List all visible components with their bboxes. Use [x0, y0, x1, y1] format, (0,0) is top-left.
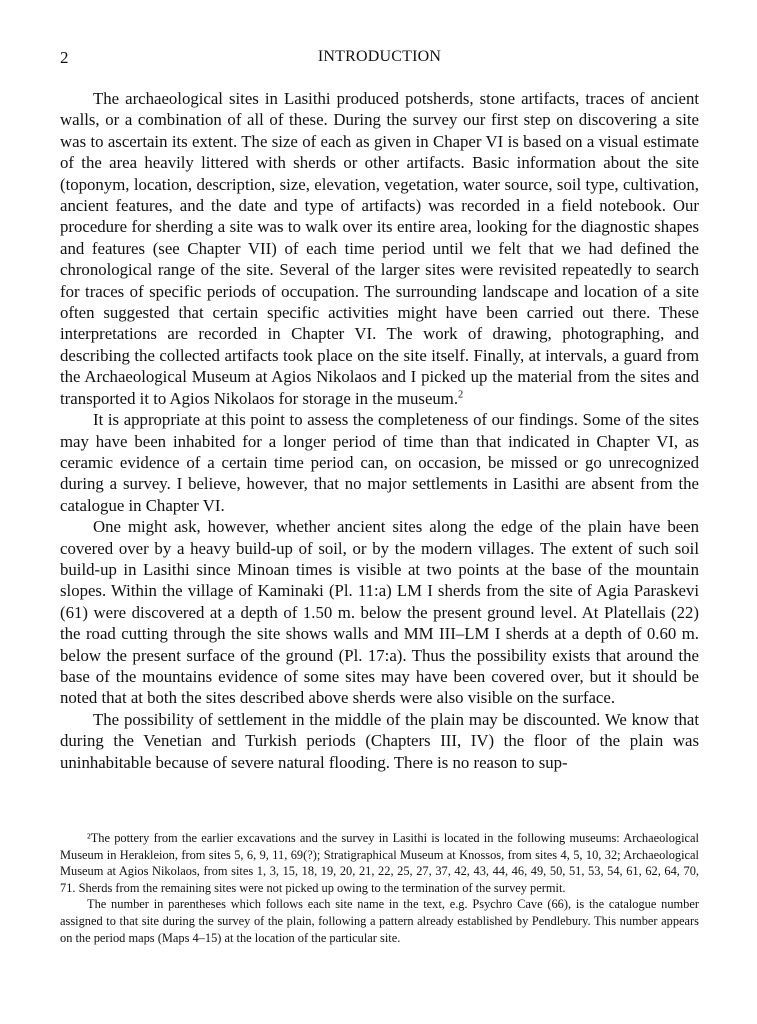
- body-text: [60, 88, 699, 773]
- paragraph-text: The archaeological sites in Lasithi produced potsherds, stone artifacts, traces of ancient walls, or a combination of all of these. During the survey our first step on discovering a site was to ascertain its extent. The size of each as given in Chaper VI is based on a visual estimate of the area heavily littered with sherds or other artifacts. Basic information about the site (toponym, location, description, size, elevation, vegetation, water source, soil type, cultivation, ancient features, and the date and type of artifacts) was recorded in a field notebook. Our procedure for sherding a site was to walk over its entire area, looking for the diagnostic shapes and features (see Chapter VII) of each time period until we felt that we had defined the chronological range of the site. Several of the larger sites were revisited repeatedly to search for traces of specific periods of occupation. The surrounding landscape and location of a site often suggested that certain specific activities might have been carried out there. These interpretations are recorded in Chapter VI. The work of drawing, photographing, and describing the collected artifacts took place on the site itself. Finally, at intervals, a guard from the Archaeological Museum at Agios Nikolaos and I picked up the material from the sites and transported it to Agios Nikolaos for storage in the museum.: [60, 89, 699, 408]
- footnote: The number in parentheses which follows each site name in the text, e.g. Psychro Cave (66), is the catalogue number assigned to that site during the survey of the plain, following a pattern already established by Pendlebury. This number appears on the period maps (Maps 4–15) at the location of the particular site.: [60, 897, 699, 945]
- page-number: 2: [60, 48, 69, 67]
- running-head: INTRODUCTION: [317, 48, 442, 65]
- paragraph: [60, 88, 699, 409]
- footnotes: [60, 830, 699, 946]
- footnote: ²The pottery from the earlier excavations and the survey in Lasithi is located in the following museums: Archaeological Museum in Herakleion, from sites 5, 6, 9, 11, 69(?); Stratigraphical Museum at Knossos, from sites 4, 5, 10, 32; Archaeological Museum at Agios Nikolaos, from sites 1, 3, 15, 18, 19, 20, 21, 22, 25, 27, 37, 42, 43, 44, 46, 49, 50, 51, 53, 54, 61, 62, 64, 70, 71. Sherds from the remaining sites were not picked up owing to the termination of the survey permit.: [60, 831, 699, 895]
- footnote-marker: 2: [458, 389, 464, 401]
- paragraph: One might ask, however, whether ancient sites along the edge of the plain have been covered over by a heavy build-up of soil, or by the modern villages. The extent of such soil build-up in Lasithi since Minoan times is visible at two points at the base of the mountain slopes. Within the village of Kaminaki (Pl. 11:a) LM I sherds from the site of Agia Paraskevi (61) were discovered at a depth of 1.50 m. below the present ground level. At Platellais (22) the road cutting through the site shows walls and MM III–LM I sherds at a depth of 0.60 m. below the present surface of the ground (Pl. 17:a). Thus the possibility exists that around the base of the mountains evidence of some sites may have been covered over, but it should be noted that at both the sites described above sherds were also visible on the surface.: [60, 517, 699, 708]
- paragraph: The possibility of settlement in the middle of the plain may be discounted. We know that during the Venetian and Turkish periods (Chapters III, IV) the floor of the plain was uninhabitable because of severe natural flooding. There is no reason to sup-: [60, 709, 699, 772]
- paragraph: It is appropriate at this point to assess the completeness of our findings. Some of the sites may have been inhabited for a longer period of time than that indicated in Chapter VI, as ceramic evidence of a certain time period can, on occasion, be missed or go unrecognized during a survey. I believe, however, that no major settlements in Lasithi are absent from the catalogue in Chapter VI.: [60, 410, 699, 515]
- page-header: [60, 48, 699, 72]
